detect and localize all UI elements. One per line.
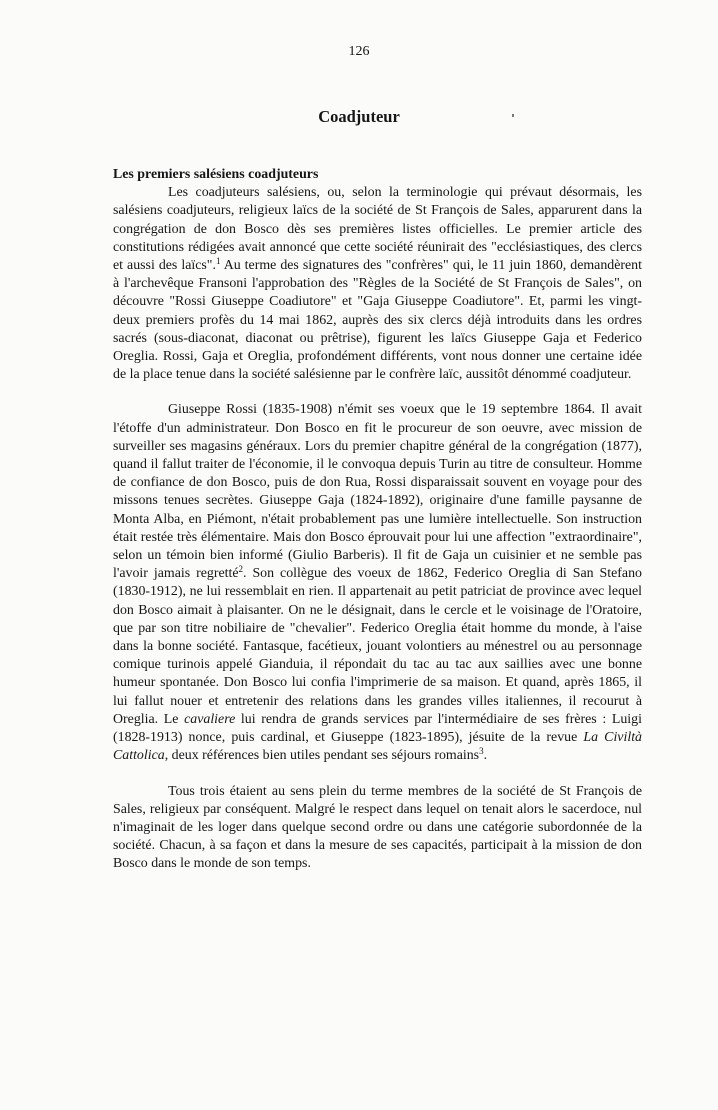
text-segment: . Son collègue des voeux de 1862, Federico Oreglia di San Stefano (1830-1912), ne lui ressemblait en rien. Il appartenait au petit patriciat de province avec lequel don Bosco aimait à plaisanter. On ne le désignait, dans le cercle et le voisinage de l'Oratoire, que par son titre nobiliaire de "chevalier". Federico Oreglia était homme du monde, à l'aise dans la bonne société. Fantasque, facétieux, jouant volontiers au ménestrel ou au personnage comique turinois appelé Gianduia, il répondait du tac au tac aux saillies avec une bonne humeur spontanée. Don Bosco lui confia l'imprimerie de sa maison. Et quand, après 1865, il lui fallut nouer et entretenir des relations dans les grandes villes italiennes, il recourut à Oreglia. Le [113, 566, 642, 727]
text-segment: lui rendra de grands services par l'intermédiaire de ses frères : Luigi (1828-1913) nonce, puis cardinal, et Giuseppe (1823-1895), jésuite de la revue [113, 711, 642, 746]
paragraph [113, 184, 642, 384]
text-segment: . [483, 748, 488, 764]
body-text [113, 166, 642, 874]
italic-text: La Civiltà Cattolica [113, 730, 642, 764]
paragraphs [113, 184, 642, 873]
paragraph [113, 783, 642, 874]
footnote-ref: 1 [215, 256, 221, 267]
text-segment: Les coadjuteurs salésiens, ou, selon la terminologie qui prévaut désormais, les salésiens coadjuteurs, religieux laïcs de la société de St François de Sales, apparurent dans la congrégation de don Bosco dès ses premières listes officielles. Le premier article des constitutions rédigées avait annoncé que cette société réunirait des "ecclésiastiques, des clercs et aussi des laïcs". [113, 185, 642, 274]
footnote-ref: 3 [479, 746, 484, 757]
text-segment: , deux références bien utiles pendant ses séjours romains [164, 748, 480, 764]
italic-text: cavaliere [184, 711, 236, 727]
footnote-ref: 2 [238, 564, 244, 575]
scan-speck [512, 114, 514, 117]
page-number: 126 [348, 44, 370, 59]
page-title: Coadjuteur [318, 107, 400, 126]
text-segment: Tous trois étaient au sens plein du terme membres de la société de St François de Sales, religieux par conséquent. Malgré le respect dans lequel on tenait alors le sacerdoce, nul n'imaginait de les loger dans quelque second ordre ou dans une catégorie subordonnée de la société. Chacun, à sa façon et dans la mesure de ses capacités, participait à la mission de don Bosco dans le monde de son temps. [113, 783, 642, 872]
text-segment: Au terme des signatures des "confrères" qui, le 11 juin 1860, demandèrent à l'archevêque Fransoni l'approbation des "Règles de la Société de St François de Sales", on découvre "Rossi Giuseppe Coadiutore" et "Gaja Giuseppe Coadiutore". Et, parmi les vingt-deux premiers profès du 14 mai 1862, auprès des six clercs déjà introduits dans les ordres sacrés (sous-diaconat, diaconat ou prêtrise), figurent les laïcs Giuseppe Gaja et Federico Oreglia. Rossi, Gaja et Oreglia, profondément différents, vont nous donner une certaine idée de la place tenue dans la société salésienne par le confrère laïc, aussitôt dénommé coadjuteur. [113, 258, 642, 383]
paragraph [113, 401, 642, 765]
section-heading: Les premiers salésiens coadjuteurs [113, 167, 319, 182]
text-segment: Giuseppe Rossi (1835-1908) n'émit ses voeux que le 19 septembre 1864. Il avait l'étoffe d'un administrateur. Don Bosco en fit le procureur de son oeuvre, avec mission de surveiller ses magasins généraux. Lors du premier chapitre général de la congrégation (1877), quand il fallut traiter de l'économie, il le convoqua depuis Turin au titre de consulteur. Homme de confiance de don Bosco, puis de don Rua, Rossi disparaissait souvent en voyage pour des missons tenues secrètes. Giuseppe Gaja (1824-1892), originaire d'une famille paysanne de Monta Alba, en Piémont, n'était probablement pas une lumière intellectuelle. Son instruction était restée très élémentaire. Mais don Bosco éprouvait pour lui une affection "extraordinaire", selon un témoin bien informé (Giulio Barberis). Il fit de Gaja un cuisinier et ne semble pas l'avoir jamais regretté [113, 402, 642, 582]
